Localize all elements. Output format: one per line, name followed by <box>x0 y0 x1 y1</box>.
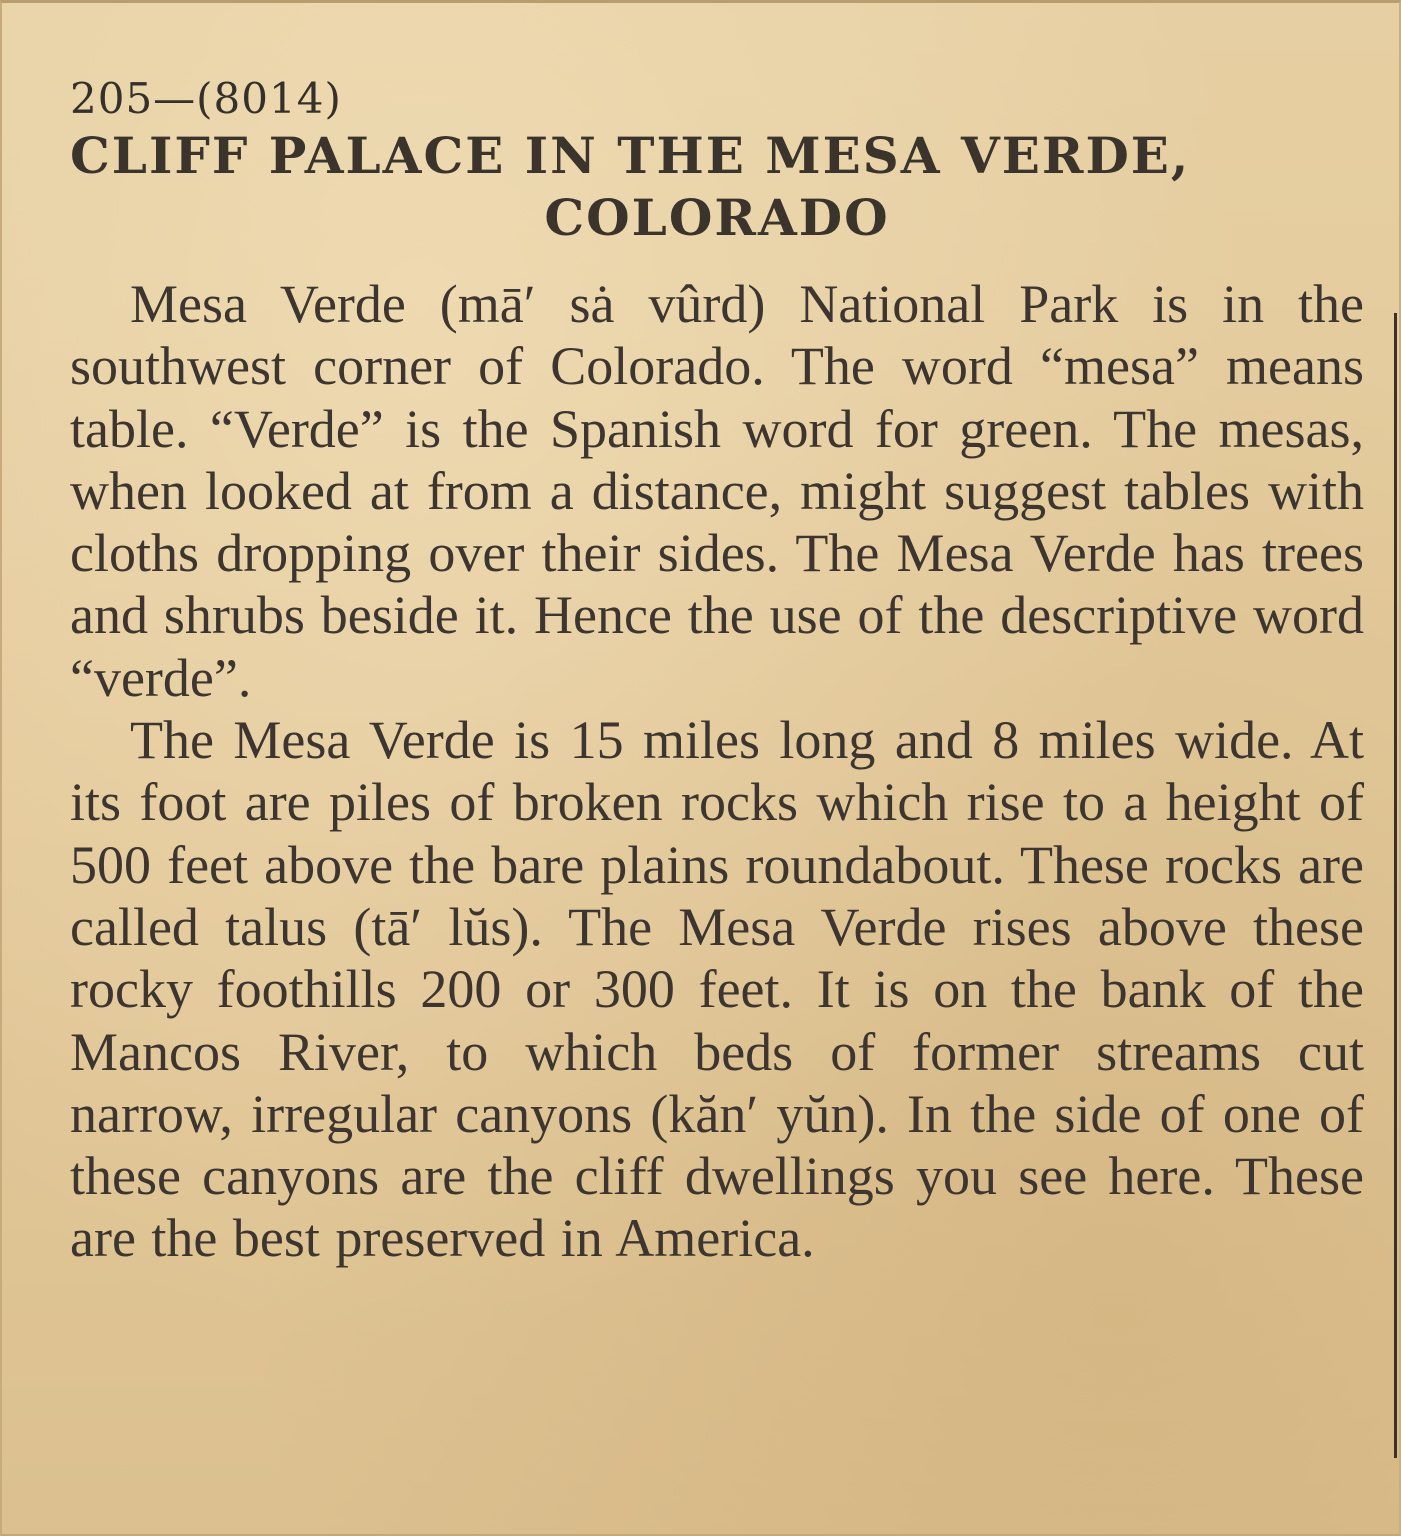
card-content <box>70 73 1364 1270</box>
paragraph-1-text: Mesa Verde (mā′ sȧ vûrd) National Park is in the southwest corner of Colorado. The word “mesa” means table. “Verde” is the Spanish word for green. The mesas, when looked at from a distance, might suggest tables with cloths dropping over their sides. The Mesa Verde has trees and shrubs beside it. Hence the use of the descriptive word “verde”. <box>70 274 1364 708</box>
card-body <box>70 273 1364 1270</box>
paragraph-2-text: The Mesa Verde is 15 miles long and 8 miles wide. At its foot are piles of broken rocks which rise to a height of 500 feet above the bare plains roundabout. These rocks are called talus (tā′ lŭs). The Mesa Verde rises above these rocky foothills 200 or 300 feet. It is on the bank of the Mancos River, to which beds of former streams cut narrow, irregular canyons (kăn′ yŭn). In the side of one of these canyons are the cliff dwellings you see here. These are the best preserved in America. <box>70 710 1364 1269</box>
paragraph-1 <box>70 273 1364 709</box>
paragraph-2 <box>70 709 1364 1270</box>
right-margin-rule <box>1394 313 1397 1458</box>
title-line-1: CLIFF PALACE IN THE MESA VERDE, <box>70 126 1191 185</box>
catalog-number: 205—(8014) <box>70 74 342 123</box>
card-title <box>70 125 1364 249</box>
title-line-2: COLORADO <box>544 188 890 247</box>
